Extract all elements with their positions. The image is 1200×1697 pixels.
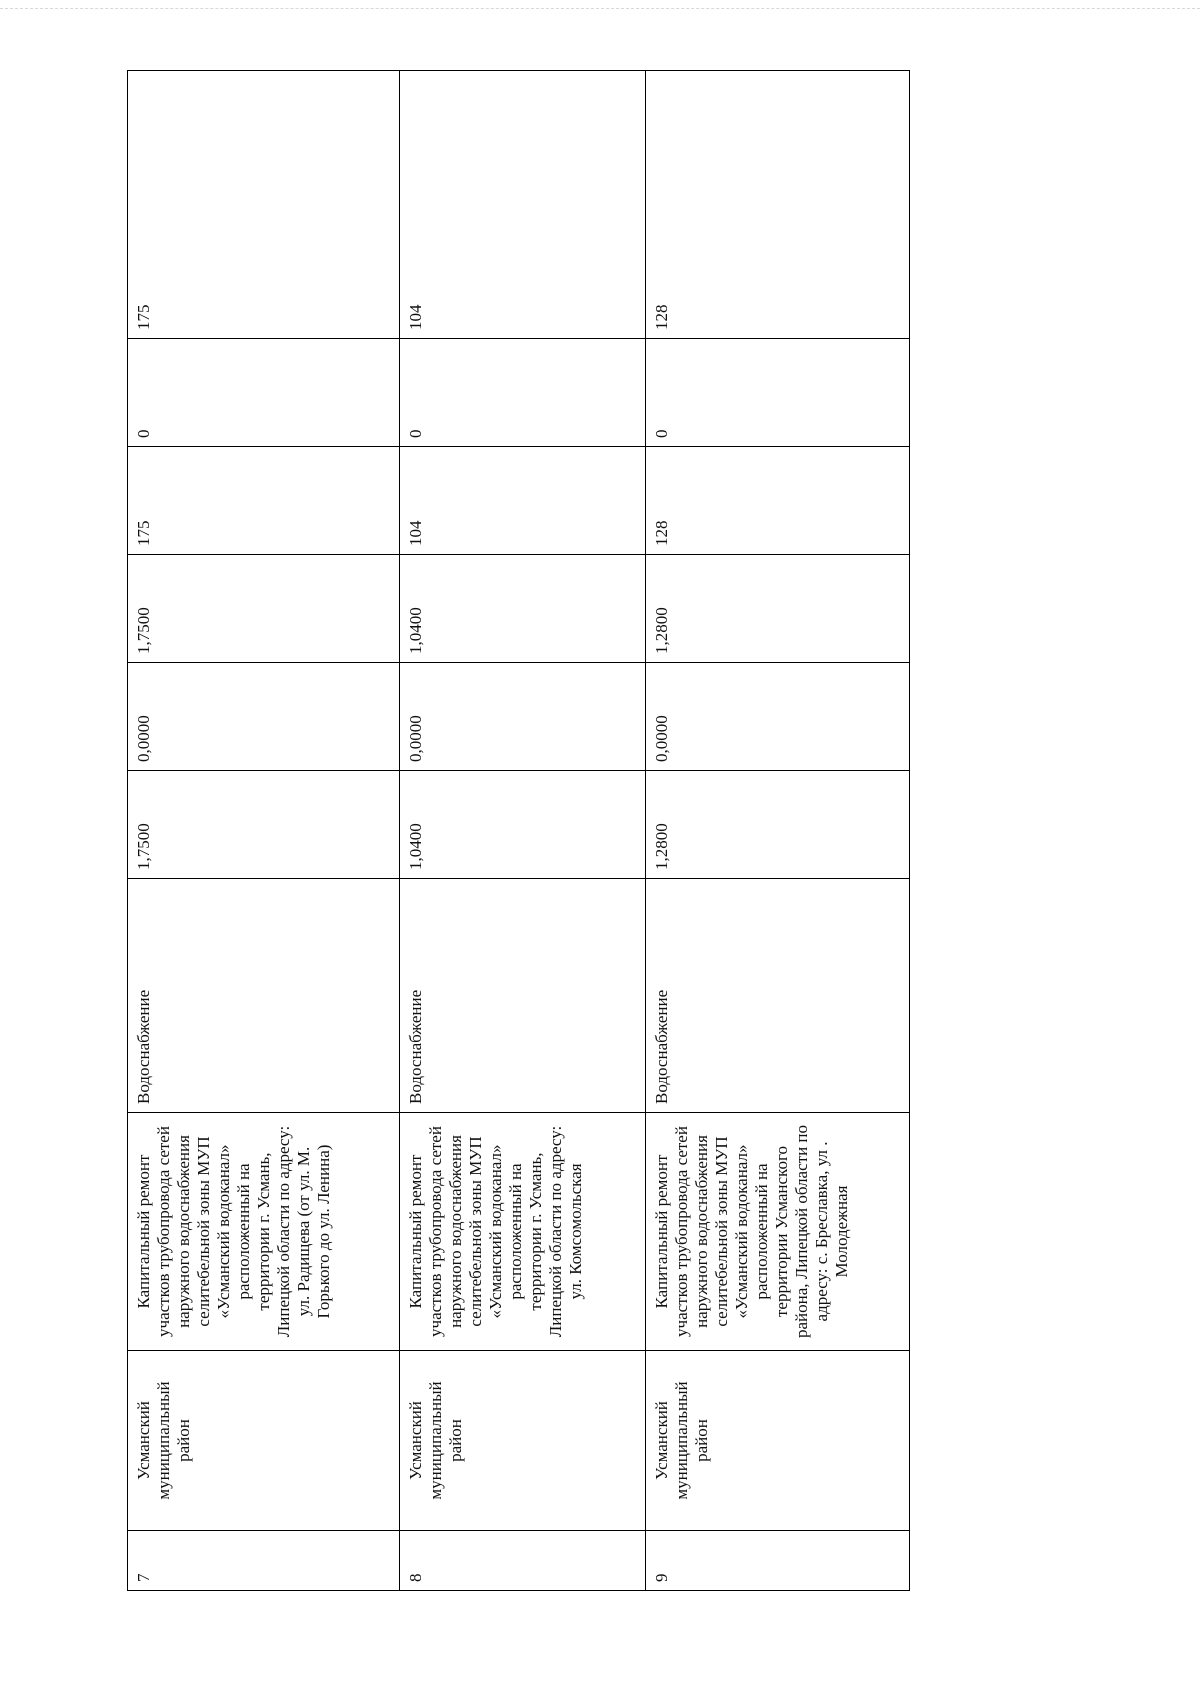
value-cell: 1,7500 [128, 555, 400, 663]
row-number: 7 [128, 1531, 400, 1591]
value-cell: 1,2800 [646, 555, 910, 663]
value-cell: 128 [646, 71, 910, 339]
district-cell: Усманский муниципальный район [128, 1351, 400, 1531]
value-cell: 1,0400 [400, 555, 646, 663]
district-cell: Усманский муниципальный район [400, 1351, 646, 1531]
row-number: 9 [646, 1531, 910, 1591]
rotated-table-wrapper [127, 71, 909, 1591]
district-cell: Усманский муниципальный район [646, 1351, 910, 1531]
object-cell: Капитальный ремонт участков трубопровода сетей наружного водоснабжения селитебельной зоны МУП «Усманский водоканал» расположенный на территории г. Усмань, Липецкой области по адресу: ул. Комсомольская [400, 1113, 646, 1351]
value-cell: 1,2800 [646, 771, 910, 879]
row-number: 8 [400, 1531, 646, 1591]
value-cell: 0 [646, 339, 910, 447]
budget-table [127, 70, 910, 1591]
value-cell: 0,0000 [646, 663, 910, 771]
value-cell: 0 [128, 339, 400, 447]
table-row [400, 71, 646, 1591]
value-cell: 0 [400, 339, 646, 447]
type-cell: Водоснабжение [128, 879, 400, 1113]
value-cell: 175 [128, 447, 400, 555]
value-cell: 104 [400, 71, 646, 339]
value-cell: 1,0400 [400, 771, 646, 879]
table-row [128, 71, 400, 1591]
scan-edge [0, 8, 1200, 9]
type-cell: Водоснабжение [400, 879, 646, 1113]
value-cell: 0,0000 [400, 663, 646, 771]
type-cell: Водоснабжение [646, 879, 910, 1113]
value-cell: 0,0000 [128, 663, 400, 771]
value-cell: 1,7500 [128, 771, 400, 879]
value-cell: 104 [400, 447, 646, 555]
table-row [646, 71, 910, 1591]
object-cell: Капитальный ремонт участков трубопровода сетей наружного водоснабжения селитебельной зоны МУП «Усманский водоканал» расположенный на территории Усманского района, Липецкой области по адресу: с. Бреславка, ул . Молодежная [646, 1113, 910, 1351]
object-cell: Капитальный ремонт участков трубопровода сетей наружного водоснабжения селитебельной зоны МУП «Усманский водоканал» расположенный на территории г. Усмань, Липецкой области по адресу: ул. Радищева (от ул. М. Горького до ул. Ленина) [128, 1113, 400, 1351]
value-cell: 128 [646, 447, 910, 555]
value-cell: 175 [128, 71, 400, 339]
